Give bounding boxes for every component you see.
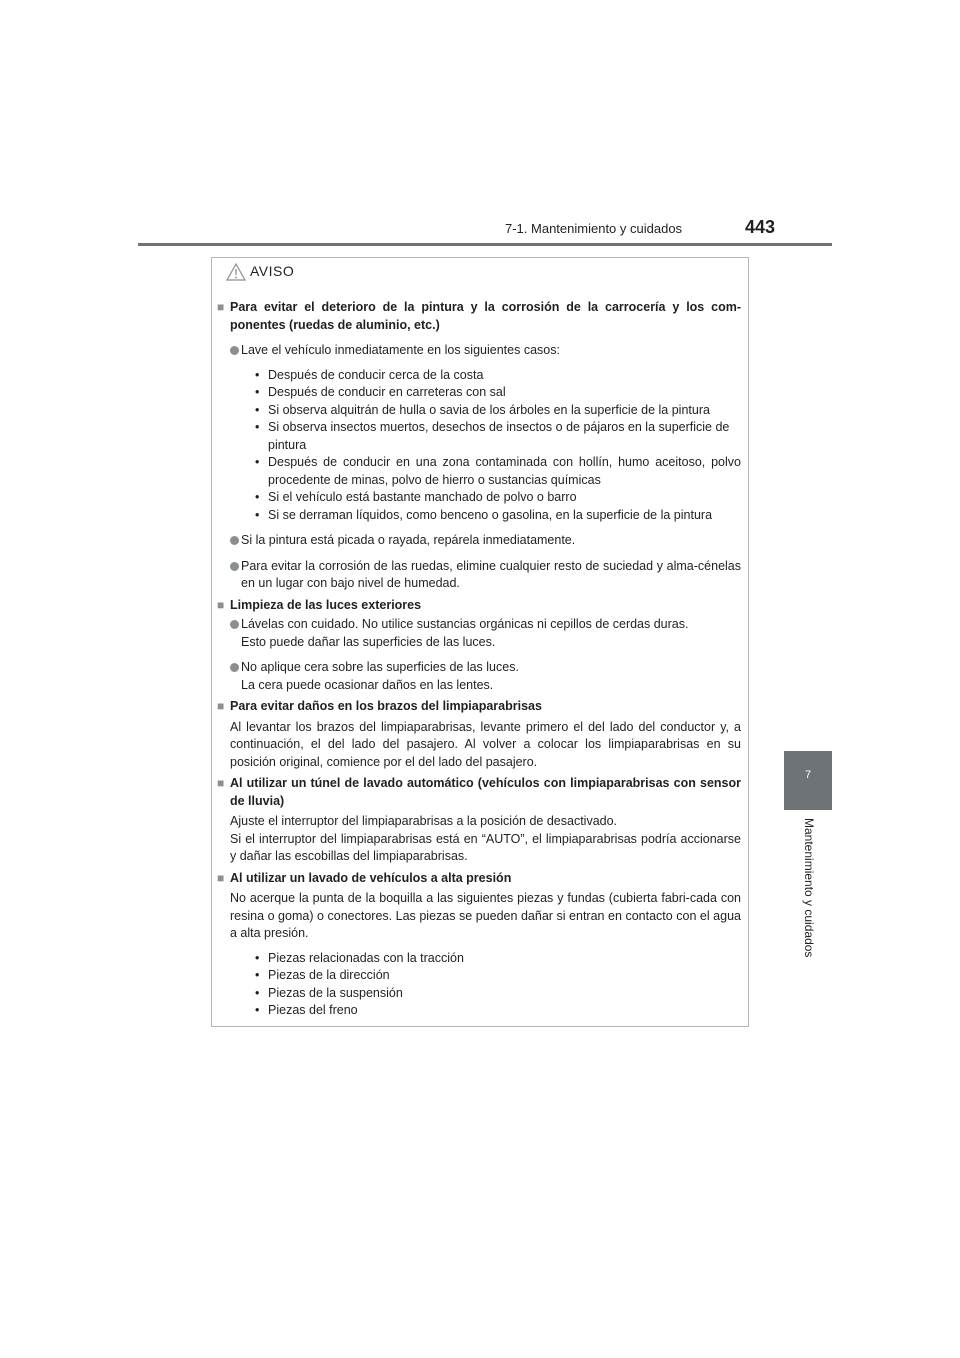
warning-box [211, 257, 749, 1027]
paragraph: Si el interruptor del limpiaparabrisas está en “AUTO”, el limpiaparabrisas podría accionarse y dañar las escobillas del limpiaparabrisas. [230, 831, 741, 863]
warning-title-text: AVISO [250, 263, 295, 279]
list-item: Si la pintura está picada o rayada, repárela inmediatamente. [217, 532, 741, 550]
list-item: No aplique cera sobre las superficies de las luces. La cera puede ocasionar daños en las lentes. [217, 659, 741, 694]
warning-content [217, 299, 741, 1020]
list-item: • Después de conducir en una zona contaminada con hollín, humo aceitoso, polvo procedente de minas, polvo de hierro o sustancias químicas [255, 454, 741, 489]
square-bullet-icon: ■ [217, 300, 225, 314]
paragraph: Ajuste el interruptor del limpiaparabrisas a la posición de desactivado. [230, 814, 618, 828]
wash-cases-list [217, 367, 741, 525]
section-heading-car-wash: ■ Al utilizar un túnel de lavado automático (vehículos con limpiaparabrisas con sensor de lluvia) [217, 776, 741, 808]
section-heading-wiper-arms: ■ Para evitar daños en los brazos del limpiaparabrisas [217, 698, 741, 716]
list-item: • Después de conducir en carreteras con sal [255, 384, 741, 402]
list-item: • Si observa insectos muertos, desechos de insectos o de pájaros en la superficie de pintura [255, 419, 741, 454]
page-number: 443 [745, 217, 776, 237]
list-item: • Piezas de la dirección [255, 967, 741, 985]
circle-bullet-icon [230, 346, 239, 355]
circle-bullet-icon [230, 536, 239, 545]
list-item: • Si el vehículo está bastante manchado de polvo o barro [255, 489, 741, 507]
square-bullet-icon: ■ [217, 870, 225, 885]
paragraph: Al levantar los brazos del limpiaparabrisas, levante primero el del lado del conductor y, a continuación, el del lado del pasajero. Al volver a colocar los limpiaparabrisas en su posición original, comience por el del lado del pasajero. [230, 719, 741, 769]
section-heading-pressure-wash: ■ Al utilizar un lavado de vehículos a alta presión [217, 870, 741, 888]
list-item: • Piezas de la suspensión [255, 985, 741, 1003]
section-title: 7-1. Mantenimiento y cuidados [505, 221, 683, 236]
chapter-label: Mantenimiento y cuidados [802, 818, 816, 958]
circle-bullet-icon [230, 562, 239, 571]
chapter-tab [784, 751, 832, 810]
list-item: • Si se derraman líquidos, como benceno o gasolina, en la superficie de la pintura [255, 507, 741, 525]
list-item: • Después de conducir cerca de la costa [255, 367, 741, 385]
section-heading-lights: ■ Limpieza de las luces exteriores [217, 597, 741, 615]
chapter-number: 7 [804, 769, 812, 781]
list-item: • Piezas relacionadas con la tracción [255, 950, 741, 968]
warning-title [226, 263, 294, 281]
list-item: Lávelas con cuidado. No utilice sustancias orgánicas ni cepillos de cerdas duras. Esto puede dañar las superficies de las luces. [217, 616, 741, 651]
circle-bullet-icon [230, 620, 239, 629]
header-divider [138, 243, 832, 246]
square-bullet-icon: ■ [217, 597, 225, 612]
section-heading-paint: ■ Para evitar el deterioro de la pintura y la corrosión de la carrocería y los com-ponentes (ruedas de aluminio, etc.) [217, 300, 741, 332]
list-item: Para evitar la corrosión de las ruedas, elimine cualquier resto de suciedad y alma-cénelas en un lugar con bajo nivel de humedad. [217, 558, 741, 593]
list-item: Lave el vehículo inmediatamente en los siguientes casos: [217, 342, 741, 360]
warning-triangle-icon [226, 263, 246, 281]
square-bullet-icon: ■ [217, 776, 225, 790]
list-item: • Si observa alquitrán de hulla o savia de los árboles en la superficie de la pintura [255, 402, 741, 420]
square-bullet-icon: ■ [217, 699, 225, 713]
parts-list [217, 950, 741, 1020]
list-item: • Piezas del freno [255, 1002, 741, 1020]
paragraph: No acerque la punta de la boquilla a las siguientes piezas y fundas (cubierta fabri-cada con resina o goma) o conectores. Las piezas se pueden dañar si entran en contacto con el agua a alta presión. [230, 891, 741, 940]
circle-bullet-icon [230, 663, 239, 672]
